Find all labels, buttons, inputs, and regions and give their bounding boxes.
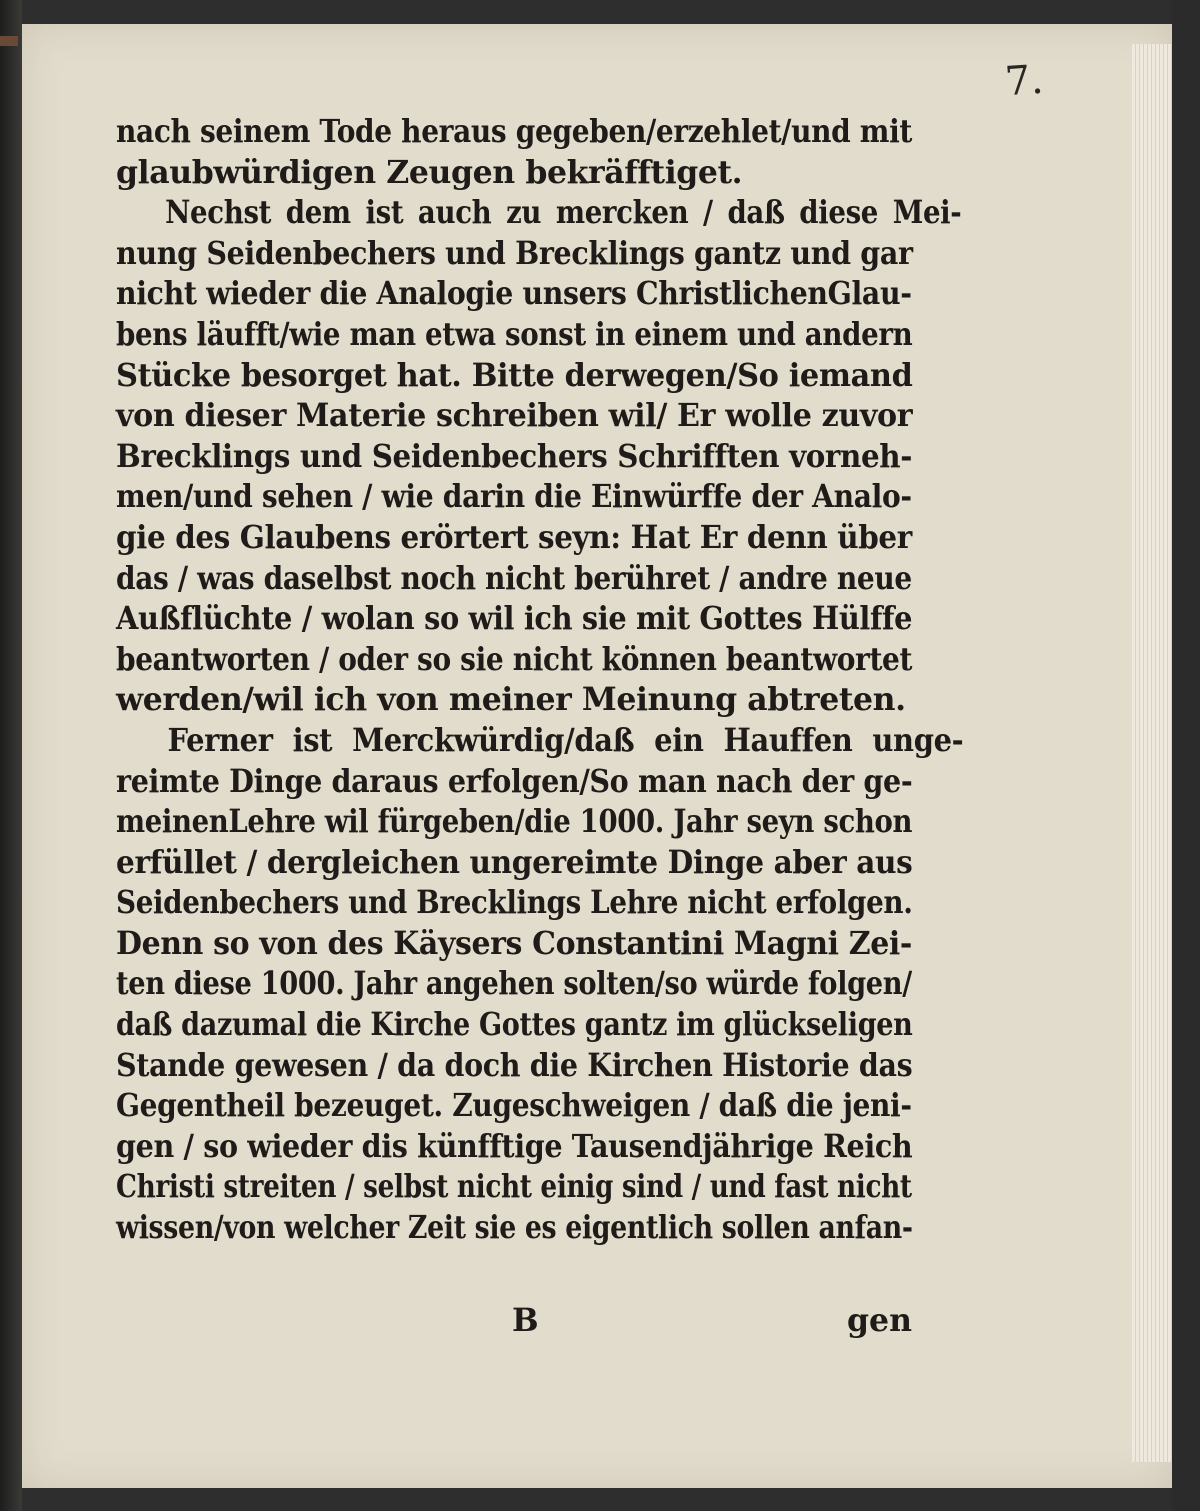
binding-stripe xyxy=(0,36,18,46)
text-line: meinenLehre wil fürgeben/die 1000. Jahr seyn schon xyxy=(116,803,913,841)
text-line: Stücke besorget hat. Bitte derwegen/So iemand xyxy=(116,356,913,394)
text-line: von dieser Materie schreiben wil/ Er wolle zuvor xyxy=(116,397,913,435)
page-number: 7. xyxy=(1003,56,1045,106)
text-line: das / was daselbst noch nicht berühret / andre neue xyxy=(116,559,912,597)
text-line: nicht wieder die Analogie unsers ChristlichenGlau- xyxy=(116,275,912,313)
text-line: bens läufft/wie man etwa sonst in einem und andern xyxy=(116,315,913,353)
text-line: werden/wil ich von meiner Meinung abtreten. xyxy=(116,681,906,719)
text-line: reimte Dinge daraus erfolgen/So man nach der ge- xyxy=(116,762,913,800)
text-line: gie des Glaubens erörtert seyn: Hat Er denn über xyxy=(116,518,912,556)
catchword: gen xyxy=(847,1302,912,1339)
text-line: Außflüchte / wolan so wil ich sie mit Gottes Hülffe xyxy=(116,600,913,638)
book-board-left xyxy=(0,0,22,1511)
text-line: nach seinem Tode heraus gegeben/erzehlet/und mit xyxy=(116,113,912,150)
page-footer xyxy=(116,1302,912,1346)
text-line: glaubwürdigen Zeugen bekräfftiget. xyxy=(116,153,743,191)
text-line: Gegentheil bezeuget. Zugeschweigen / daß die jeni- xyxy=(116,1087,912,1125)
page-fore-edge xyxy=(1132,44,1172,1462)
text-line: erfüllet / dergleichen ungereimte Dinge aber aus xyxy=(116,843,913,881)
signature-mark: B xyxy=(512,1302,539,1339)
text-line: nung Seidenbechers und Brecklings gantz und gar xyxy=(116,234,913,272)
text-line: Christi streiten / selbst nicht einig sind / und fast nicht xyxy=(116,1168,912,1206)
text-line: Ferner ist Merckwürdig/daß ein Hauffen unge- xyxy=(167,721,964,759)
text-line: beantworten / oder so sie nicht können beantwortet xyxy=(116,640,913,678)
text-line: daß dazumal die Kirche Gottes gantz im glückseligen xyxy=(116,1006,913,1044)
text-line: men/und sehen / wie darin die Einwürffe der Analo- xyxy=(116,478,912,516)
text-line: ten diese 1000. Jahr angehen solten/so würde folgen/ xyxy=(116,965,912,1003)
body-text xyxy=(116,112,964,1249)
text-line: Nechst dem ist auch zu mercken / daß diese Mei- xyxy=(165,194,962,232)
text-line: Stande gewesen / da doch die Kirchen Historie das xyxy=(116,1046,913,1084)
book-board-right xyxy=(1172,0,1200,1511)
text-line: Denn so von des Käysers Constantini Magni Zei- xyxy=(116,924,912,962)
text-line: Seidenbechers und Brecklings Lehre nicht erfolgen. xyxy=(116,884,913,922)
text-line: Brecklings und Seidenbechers Schrifften vorneh- xyxy=(116,437,913,475)
text-line: gen / so wieder dis künfftige Tausendjährige Reich xyxy=(116,1127,913,1165)
text-line: wissen/von welcher Zeit sie es eigentlich sollen anfan- xyxy=(116,1209,913,1247)
